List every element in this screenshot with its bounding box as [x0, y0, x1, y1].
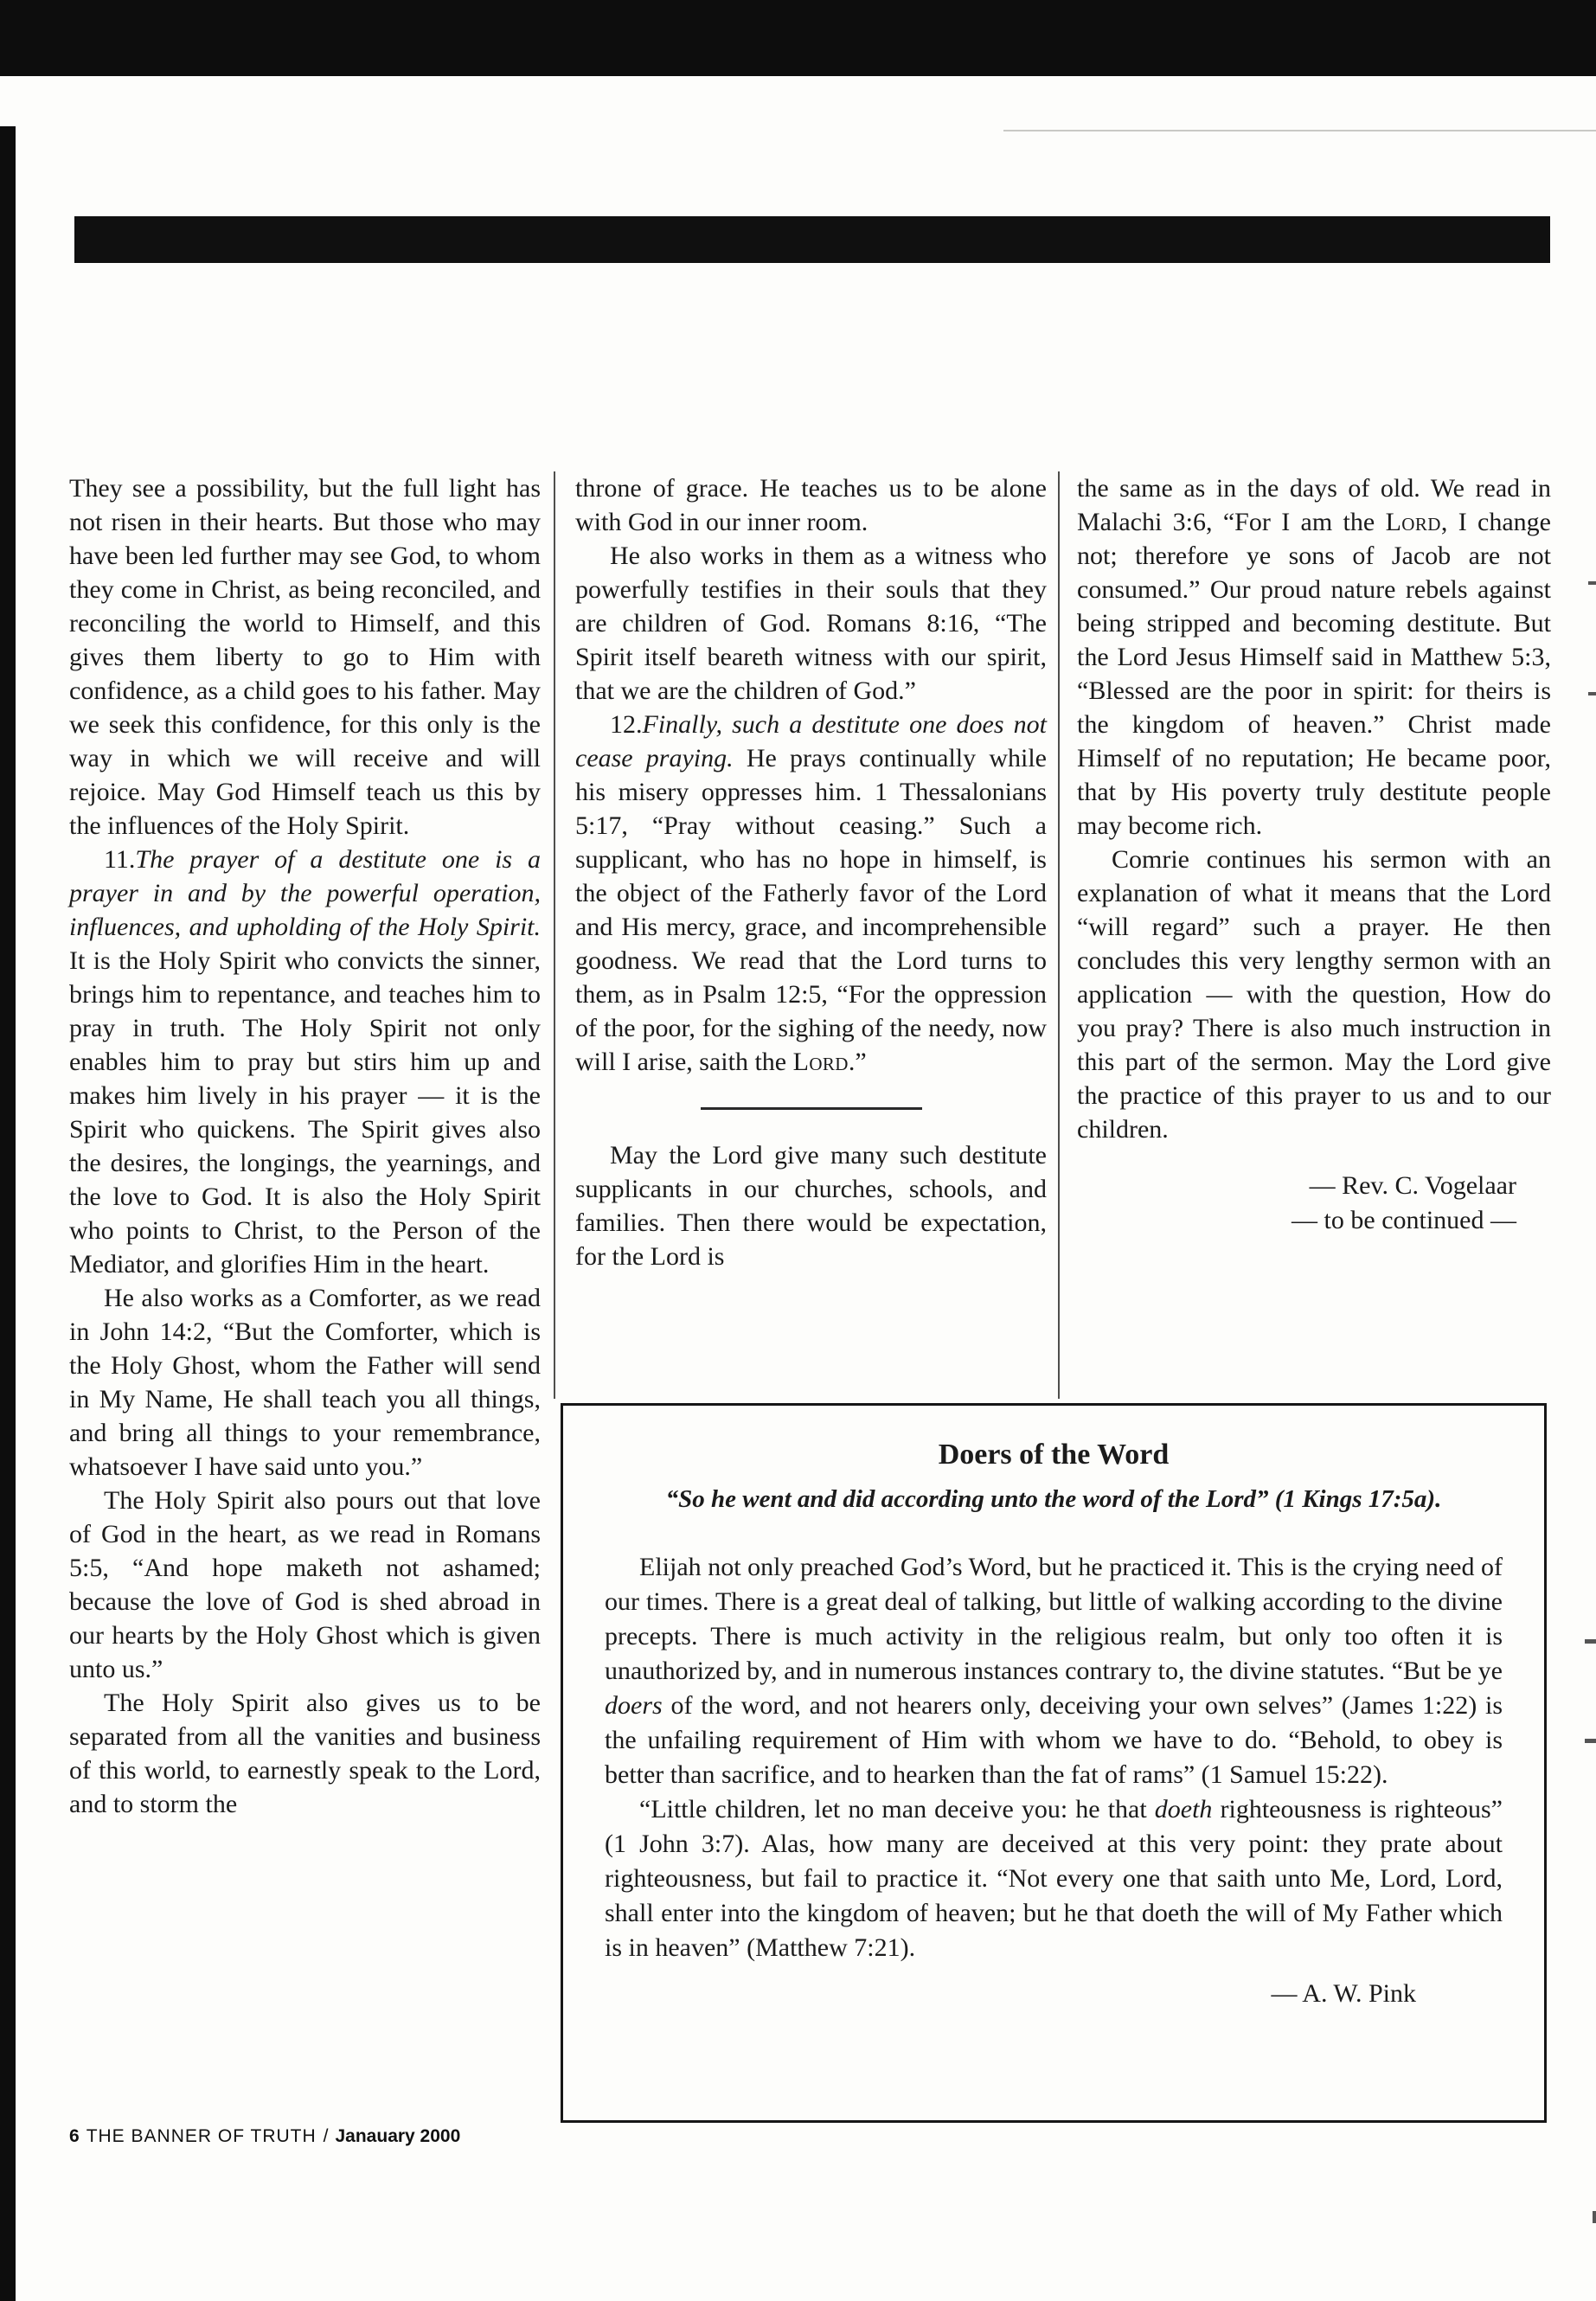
text-run: May the Lord give many such destitute supplicants in our churches, schools, and families. Then there would be expectation, for the Lord is — [575, 1141, 1047, 1271]
text-run: He also works in them as a witness who powerfully testifies in their souls that they are children of God. Romans 8:16, “The Spirit itself beareth witness with our spirit, that we are the children of God.” — [575, 542, 1047, 705]
text-run: Elijah not only preached God’s Word, but he practiced it. This is the crying need of our times. There is a great deal of talking, but little of walking according to the divine precepts. There is much activity in the religious realm, but only too often it is unauthorized by, and in numerous instances contrary to, the divine statutes. “But be ye — [605, 1553, 1503, 1685]
doers-of-the-word-box — [561, 1403, 1547, 2123]
paragraph — [575, 708, 1047, 1079]
footer-separator: / — [323, 2126, 329, 2146]
paragraph — [69, 1281, 541, 1484]
paragraph — [69, 843, 541, 1281]
text-run: righteousness is righteous” (1 John 3:7). Alas, how many are deceived at this very point: they prate about righteousness, but fail to practice it. “Not every one that saith unto Me, Lord, Lord, shall enter into the kingdom of heaven; but he that doeth the will of My Father which is in heaven” (Matthew 7:21). — [605, 1795, 1503, 1962]
paragraph — [605, 1792, 1503, 1965]
paragraph — [605, 1550, 1503, 1792]
italic-text: doeth — [1154, 1795, 1213, 1823]
text-run: He prays continually while his misery oppresses him. 1 Thessalonians 5:17, “Pray without ceasing.” Such a supplicant, who has no hope in himself, is the object of the Fatherly favor of the Lord and His mercy, grace, and incomprehensible goodness. We read that the Lord turns to them, as in Psalm 12:5, “For the oppression of the poor, for the sighing of the needy, now will I arise, saith the — [575, 744, 1047, 1076]
italic-text: “So he went and did according unto the word of the Lord” (1 Kings 17:5a). — [665, 1485, 1442, 1513]
paragraph — [1077, 471, 1551, 843]
paragraph — [575, 539, 1047, 708]
paragraph — [69, 1686, 541, 1821]
italic-text: doers — [605, 1691, 663, 1720]
article-title-bar — [74, 216, 1550, 263]
box-subtitle — [605, 1485, 1503, 1514]
text-run: He also works as a Comforter, as we read in John 14:2, “But the Comforter, which is the Holy Ghost, whom the Father will send in My Name, He shall teach you all things, and bring all things to your remembrance, whatsoever I have said unto you.” — [69, 1284, 541, 1481]
paragraph — [1077, 843, 1551, 1146]
small-caps-text: Lord — [1385, 508, 1441, 536]
text-run: , I change not; therefore ye sons of Jacob are not consumed.” Our proud nature rebels against being stripped and becoming destitute. But the Lord Jesus Himself said in Matthew 5:3, “Blessed are the poor in spirit: for theirs is the kingdom of heaven.” Christ made Himself of no reputation; He became poor, that by His poverty truly destitute people may become rich. — [1077, 508, 1551, 840]
column-divider — [554, 471, 555, 1399]
magazine-title: THE BANNER OF TRUTH — [86, 2126, 317, 2146]
author-signature: — Rev. C. Vogelaar — [1309, 1171, 1516, 1200]
text-run: They see a possibility, but the full light has not risen in their hearts. But those who may have been led further may see God, to whom they come in Christ, as being reconciled, and reconciling the world to Himself, and this gives them liberty to go to Him with confidence, as a child goes to his father. May we seek this confidence, for this only is the way in which we will receive and will rejoice. May God Himself teach us this by the influences of the Holy Spirit. — [69, 474, 541, 840]
scan-artifact-mark — [1588, 581, 1596, 585]
scan-artifact-mark — [1593, 2211, 1596, 2223]
top-border-bar — [0, 0, 1596, 76]
author-signature: — to be continued — — [1292, 1206, 1516, 1234]
italic-text: Finally, such a destitute one does not cease praying. — [575, 710, 1047, 772]
paragraph — [69, 1484, 541, 1686]
paragraph — [69, 471, 541, 843]
text-run: Comrie continues his sermon with an explanation of what it means that the Lord “will regard” such a prayer. He then concludes this very lengthy sermon with an application — with the question, How do you pray? There is also much instruction in this part of the sermon. May the Lord give the practice of this prayer to us and to our children. — [1077, 845, 1551, 1144]
text-column-1 — [69, 471, 541, 1821]
text-column-3 — [1077, 471, 1551, 1238]
text-column-2 — [575, 471, 1047, 1273]
text-run: It is the Holy Spirit who convicts the sinner, brings him to repentance, and teaches him to pray in truth. The Holy Spirit not only enables him to pray but stirs him up and makes him lively in his prayer — it is the Spirit who quickens. The Spirit gives also the desires, the longings, the yearnings, and the love to God. It is also the Holy Spirit who points to Christ, to the Person of the Mediator, and glorifies Him in the heart. — [69, 946, 541, 1279]
text-run: The Holy Spirit also pours out that love of God in the heart, as we read in Romans 5:5, “And hope maketh not ashamed; because the love of God is shed abroad in our hearts by the Holy Ghost which is given unto us.” — [69, 1486, 541, 1683]
text-run: 12. — [610, 710, 643, 739]
page-number: 6 — [69, 2126, 80, 2146]
column-divider — [1058, 471, 1060, 1399]
text-run: 11. — [104, 845, 136, 874]
small-caps-text: Lord — [792, 1048, 849, 1076]
box-body — [605, 1550, 1503, 1965]
text-run: of the word, and not hearers only, deceiving your own selves” (James 1:22) is the unfailing requirement of Him with whom we have to do. “Behold, to obey is better than sacrifice, and to hearken than the fat of rams” (1 Samuel 15:22). — [605, 1691, 1503, 1789]
text-run: the same as in the days of old. We read in Malachi 3:6, “For I am the — [1077, 474, 1551, 536]
scan-edge-line — [1003, 130, 1596, 131]
issue-date: Janauary 2000 — [335, 2126, 461, 2146]
italic-text: The prayer of a destitute one is a prayer in and by the powerful operation, influences, and upholding of the Holy Spirit. — [69, 845, 541, 941]
text-run: “Little children, let no man deceive you: he that — [639, 1795, 1155, 1823]
page-footer — [69, 2126, 460, 2147]
text-run: .” — [848, 1048, 867, 1076]
scan-artifact-mark — [1585, 1639, 1596, 1644]
scan-artifact-mark — [1585, 1739, 1596, 1743]
box-title: Doers of the Word — [938, 1439, 1170, 1471]
section-divider-rule — [701, 1107, 922, 1110]
scan-artifact-mark — [1588, 692, 1596, 695]
author-signature: — A. W. Pink — [1271, 1979, 1416, 2008]
text-run: The Holy Spirit also gives us to be separated from all the vanities and business of this world, to earnestly speak to the Lord, and to storm the — [69, 1689, 541, 1818]
paragraph — [575, 1138, 1047, 1273]
text-run: throne of grace. He teaches us to be alone with God in our inner room. — [575, 474, 1047, 536]
left-border-bar — [0, 126, 16, 2301]
paragraph — [575, 471, 1047, 539]
